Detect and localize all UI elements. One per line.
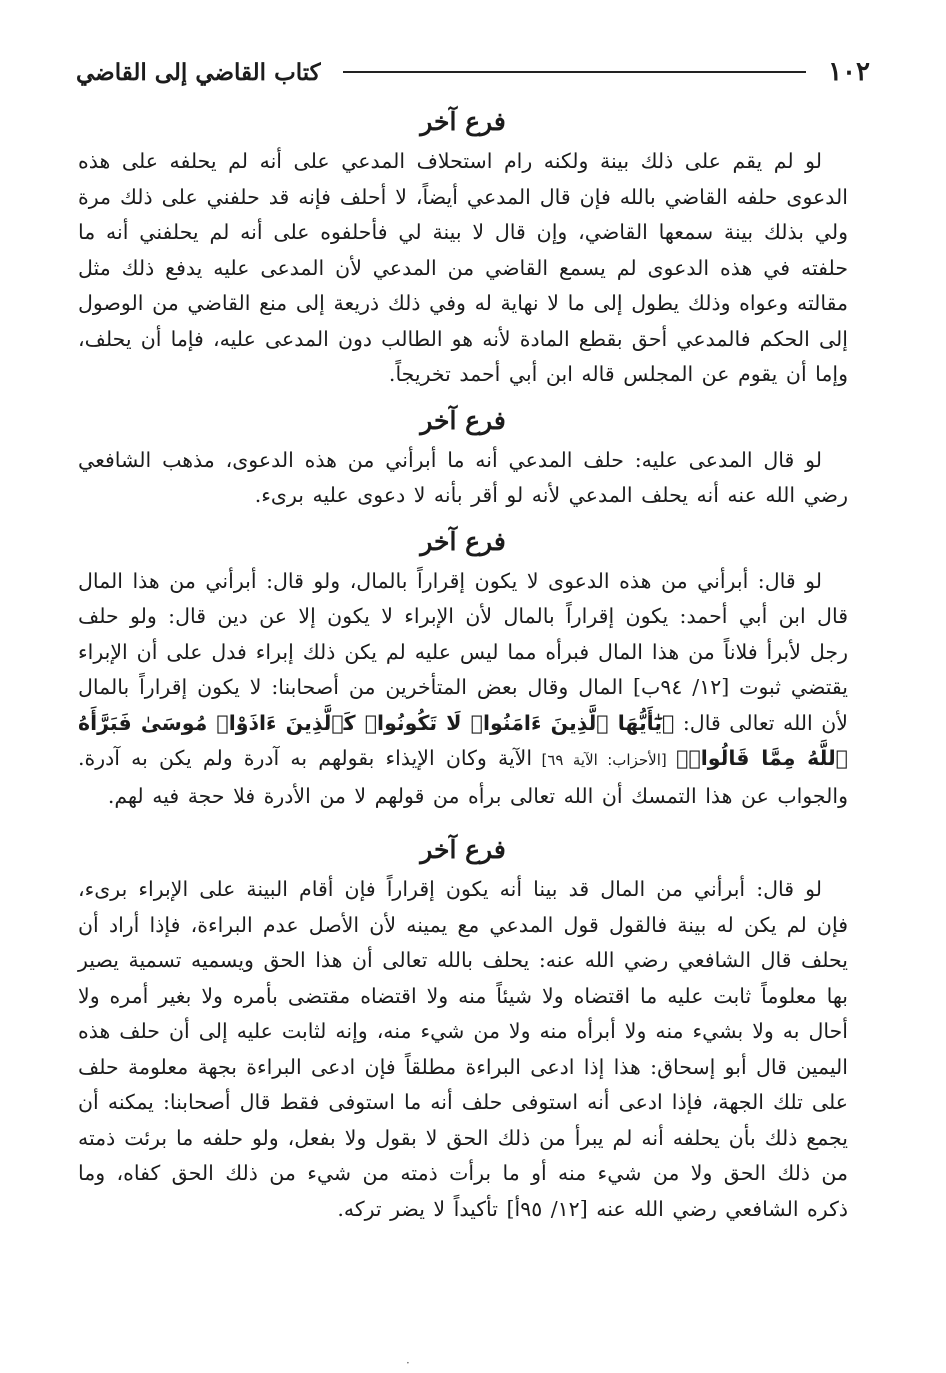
section-heading: فرع آخر bbox=[420, 526, 506, 556]
header-rule bbox=[343, 71, 806, 73]
section-heading: فرع آخر bbox=[420, 107, 506, 136]
section-paragraph bbox=[78, 564, 848, 815]
section-2 bbox=[78, 399, 848, 514]
section-3 bbox=[78, 520, 848, 815]
section-1 bbox=[78, 100, 848, 393]
section-paragraph: لو لم يقم على ذلك بينة ولكنه رام استحلاف المدعي على أنه لم يحلفه على هذه الدعوى حلفه القاضي بالله فإن قال المدعي أيضاً، لا أحلف فإنه قد حلفني على ذلك مرة ولي بذلك بينة سمعها القاضي، وإن قال لا بينة لي فأحلفوه على أنه لم يحلفني أنه ما حلفته في هذه الدعوى لم يسمع القاضي من المدعي لأن المدعى عليه يدفع ذلك مثل مقالته وعواه وذلك يطول إلى ما لا نهاية له وفي ذلك ذريعة إلى منع القاضي من الوصول إلى الحكم فالمدعي أحق بقطع المادة لأنه هو الطالب دون المدعى عليه، فإما أن يحلف، وإما أن يقوم عن المجلس قاله ابن أبي أحمد تخريجاً. bbox=[78, 149, 848, 386]
quran-verse: ﴿يَٰٓأَيُّهَا ٱلَّذِينَ ءَامَنُوا۟ لَا تَكُونُوا۟ كَٱلَّذِينَ ءَاذَوْا۟ مُوسَىٰ فَبَرَّأَهُ ٱللَّهُ مِمَّا قَالُوا۟﴾ bbox=[78, 710, 848, 770]
section-paragraph: لو قال: أبرأني من المال قد بينا أنه يكون إقراراً فإن أقام البينة على الإبراء برىء، فإن لم يكن له بينة فالقول قول المدعي مع يمينه لأن الأصل عدم البراءة، فإذا أراد أن يحلف قال الشافعي رضي الله عنه: يحلف بالله تعالى أن هذا الحق ويسميه تسمية يصير بها معلوماً ثابت عليه ما اقتضاه ولا شيئاً منه ولا اقتضاه مقتضى بأمره ولا بغير أمره ولا أحال به ولا بشيء منه ولا أبرأه منه ولا من شيء منه، وإنه لثابت عليه إلى أن حلف هذه اليمين قال أبو إسحاق: هذا إذا ادعى البراءة مطلقاً فإن ادعى البراءة بجهة معلومة حلف على تلك الجهة، فإذا ادعى أنه استوفى حلف أنه ما استوفى فقط قال أصحابنا: يمكنه أن يجمع ذلك بأن يحلفه أنه لم يبرأ من ذلك الحق لا بقول ولا بفعل، ولو حلفه ما برئت ذمته من ذلك الحق ولا من شيء منه أو ما برأت ذمته من شيء من ذلك الحق كفاه، وما ذكره الشافعي رضي الله عنه [١٢/ ٩٥أ] تأكيداً لا يضر تركه. bbox=[78, 877, 848, 1221]
verse-reference: [الأحزاب: الآية ٦٩] bbox=[532, 751, 677, 769]
paragraph-text: لو قال: أبرأني من هذه الدعوى لا يكون إقراراً بالمال، ولو قال: أبرأني من هذا المال قال ابن أبي أحمد: يكون إقراراً بالمال لأن الإبراء لا يكون إلا عن دين قال: ولو حلف رجل لأبرأ فلاناً من هذا المال فبرأه مما ليس عليه لم يكن ذلك إبراء فدل على أن الإبراء يقتضي ثبوت [١٢/ ٩٤ب] المال وقال بعض المتأخرين من أصحابنا: لا يكون إقراراً بالمال لأن الله تعالى قال: bbox=[78, 568, 848, 735]
scan-mark: · bbox=[406, 1356, 410, 1370]
paragraph-text: الآية وكان الإيذاء بقولهم به آدرة ولم يكن به آدرة. والجواب عن هذا التمسك أن الله تعالى برأه من قولهم لا من الأدرة فلا حجة فيه لهم. bbox=[78, 746, 848, 808]
section-paragraph: لو قال المدعى عليه: حلف المدعي أنه ما أبرأني من هذه الدعوى، مذهب الشافعي رضي الله عنه أنه يحلف المدعي لأنه لو أقر بأنه لا دعوى عليه برىء. bbox=[78, 447, 848, 507]
section-heading: فرع آخر bbox=[420, 835, 506, 864]
running-header bbox=[76, 52, 870, 92]
page-body bbox=[78, 100, 848, 1233]
section-4 bbox=[78, 828, 848, 1227]
book-title: كتاب القاضي إلى القاضي bbox=[76, 58, 321, 86]
section-heading: فرع آخر bbox=[420, 405, 506, 435]
page-number: ١٠٢ bbox=[828, 57, 870, 87]
section-spacer bbox=[78, 820, 848, 828]
